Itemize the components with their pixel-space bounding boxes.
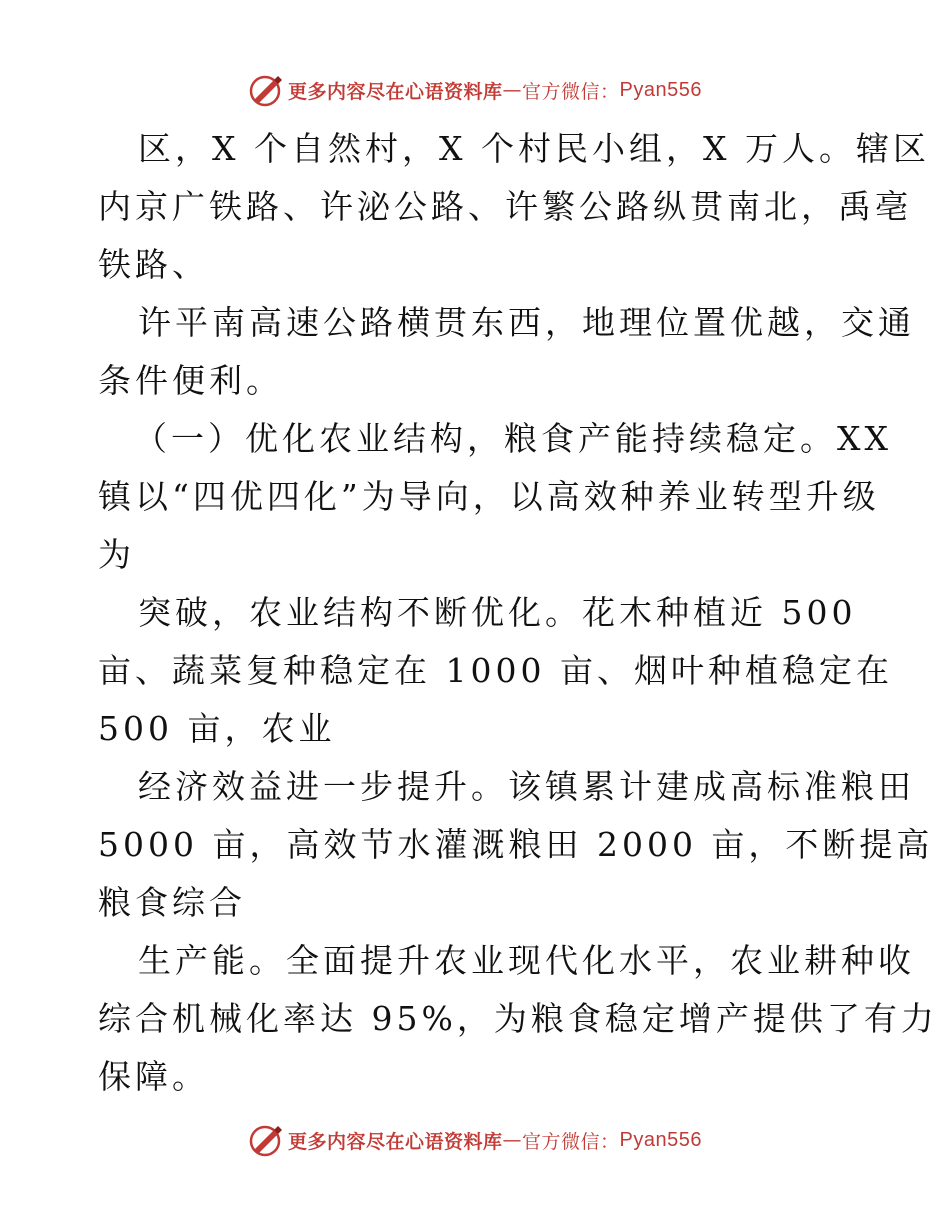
text-line: 经济效益进一步提升。该镇累计建成高标准粮田 [138, 767, 915, 806]
pen-logo-icon [248, 72, 284, 108]
section-heading: （一）优化农业结构，粮食产能持续稳定。XX [134, 419, 892, 458]
contact-label: 官方微信： [522, 1130, 620, 1153]
contact-id: Pyan556 [619, 1128, 702, 1151]
text-line: 生产能。全面提升农业现代化水平，农业耕种收 [138, 941, 915, 980]
text-line: 5000 亩，高效节水灌溉粮田 2000 亩，不断提高 [98, 825, 934, 864]
text-line: 为 [98, 535, 135, 574]
text-line: 铁路、 [98, 245, 209, 284]
contact-id: Pyan556 [619, 78, 702, 101]
text-line: 综合机械化率达 95%，为粮食稳定增产提供了有力 [98, 999, 938, 1038]
text-line: 许平南高速公路横贯东西，地理位置优越，交通 [138, 303, 915, 342]
text-line: 内京广铁路、许泌公路、许繁公路纵贯南北，禹亳 [98, 187, 912, 226]
text-line: 区，X 个自然村，X 个村民小组，X 万人。辖区 [138, 129, 930, 168]
text-line: 条件便利。 [98, 361, 283, 400]
pen-logo-icon [248, 1122, 284, 1158]
site-name: 更多内容尽在心语资料库 [288, 80, 503, 103]
site-name: 更多内容尽在心语资料库 [288, 1130, 503, 1153]
text-line: 亩、蔬菜复种稳定在 1000 亩、烟叶种植稳定在 [98, 651, 893, 690]
text-line: 粮食综合 [98, 883, 246, 922]
separator: — [502, 79, 523, 101]
footer-watermark [0, 1120, 950, 1160]
text-line: 保障。 [98, 1057, 209, 1096]
text-line: 500 亩，农业 [98, 709, 336, 748]
text-line: 突破，农业结构不断优化。花木种植近 500 [138, 593, 857, 632]
separator: — [502, 1129, 523, 1151]
header-watermark [0, 70, 950, 110]
contact-label: 官方微信： [522, 80, 620, 103]
text-line: 镇以“四优四化”为导向，以高效种养业转型升级 [98, 477, 880, 516]
